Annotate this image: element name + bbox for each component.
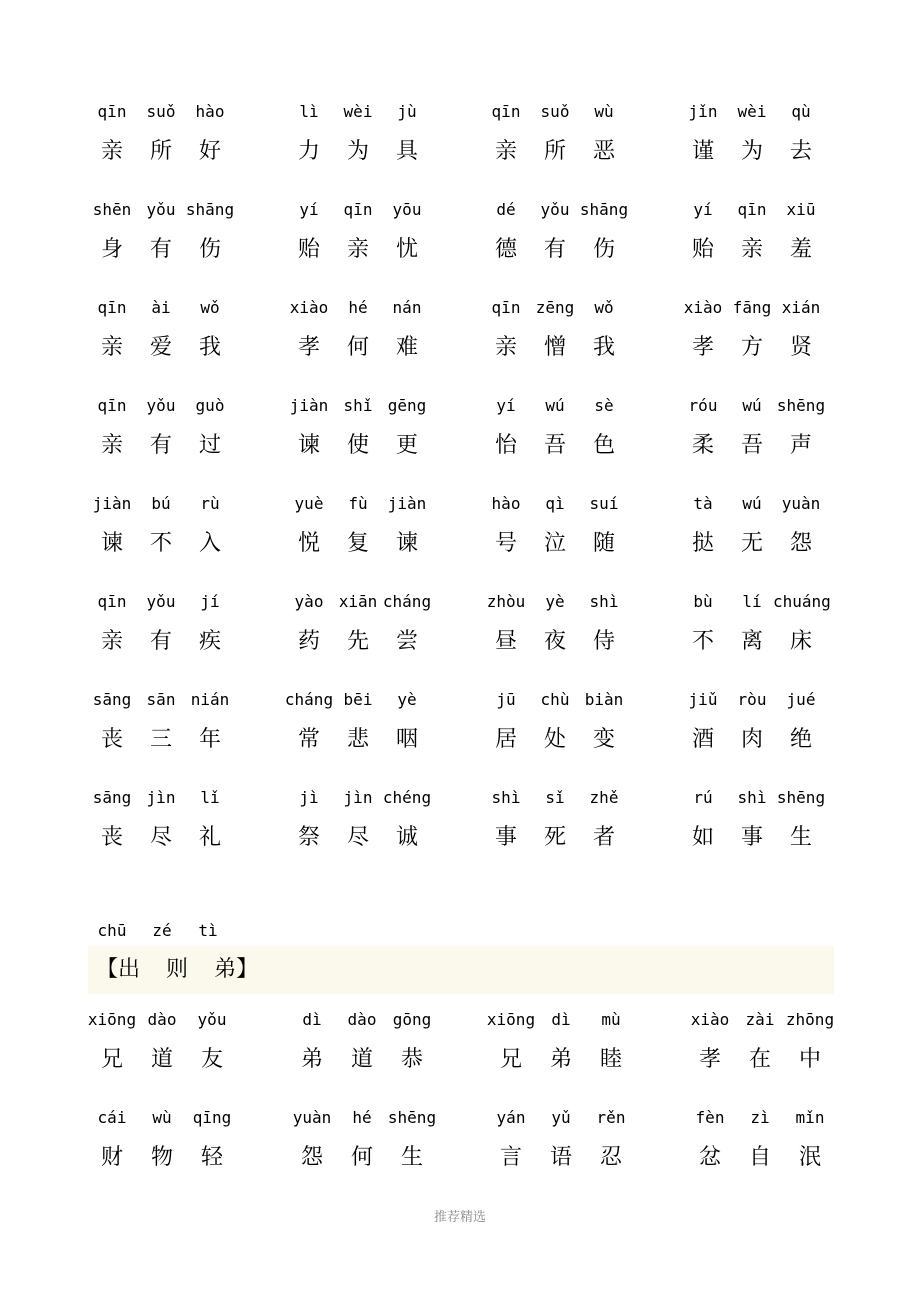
pinyin: suǒ xyxy=(146,102,176,121)
pinyin: hé xyxy=(352,1108,372,1127)
hanzi: 有 xyxy=(149,629,172,654)
hanzi: 使 xyxy=(346,433,369,458)
pinyin: xiào xyxy=(690,1010,730,1029)
pinyin: gēng xyxy=(387,396,427,415)
pinyin: sāng xyxy=(92,690,132,709)
pinyin: yǒu xyxy=(540,200,570,219)
pinyin: qīn xyxy=(491,102,521,121)
pinyin: zhōng xyxy=(785,1010,835,1029)
pinyin: chù xyxy=(540,690,570,709)
pinyin: xiān xyxy=(338,592,378,611)
hanzi: 友 xyxy=(200,1047,223,1072)
pinyin: yǒu xyxy=(146,592,176,611)
pinyin: yuàn xyxy=(292,1108,332,1127)
pinyin: tà xyxy=(693,494,713,513)
pinyin: zài xyxy=(745,1010,775,1029)
pinyin: xiào xyxy=(289,298,329,317)
pinyin: qīn xyxy=(97,298,127,317)
pinyin: jìn xyxy=(146,788,176,807)
pinyin: shì xyxy=(737,788,767,807)
pinyin: shēng xyxy=(387,1108,437,1127)
hanzi: 弟 xyxy=(549,1047,572,1072)
hanzi: 不 xyxy=(691,629,714,654)
hanzi: 语 xyxy=(549,1145,572,1170)
hanzi: 离 xyxy=(740,629,763,654)
hanzi: 变 xyxy=(592,727,615,752)
pinyin: jù xyxy=(397,102,417,121)
hanzi: 尽 xyxy=(346,825,369,850)
hanzi: 泯 xyxy=(798,1145,821,1170)
pinyin: shǐ xyxy=(343,396,373,415)
title-pinyin: zé xyxy=(152,921,172,940)
hanzi: 弟 xyxy=(300,1047,323,1072)
pinyin: suǒ xyxy=(540,102,570,121)
hanzi: 贻 xyxy=(691,237,714,262)
pinyin: yí xyxy=(693,200,713,219)
hanzi: 中 xyxy=(798,1047,821,1072)
pinyin: jué xyxy=(786,690,816,709)
hanzi: 怨 xyxy=(300,1145,323,1170)
pinyin: yè xyxy=(397,690,417,709)
pinyin: bēi xyxy=(343,690,373,709)
hanzi: 孝 xyxy=(698,1047,721,1072)
pinyin: qīn xyxy=(491,298,521,317)
pinyin: yí xyxy=(299,200,319,219)
hanzi: 何 xyxy=(350,1145,373,1170)
hanzi: 我 xyxy=(592,335,615,360)
hanzi: 忍 xyxy=(599,1145,622,1170)
hanzi: 吾 xyxy=(543,433,566,458)
pinyin: chuáng xyxy=(773,592,831,611)
pinyin: wú xyxy=(742,396,762,415)
pinyin: qīn xyxy=(737,200,767,219)
hanzi: 孝 xyxy=(297,335,320,360)
pinyin: wǒ xyxy=(594,298,614,317)
hanzi: 夜 xyxy=(543,629,566,654)
title-pinyin: tì xyxy=(198,921,218,940)
pinyin: hào xyxy=(491,494,521,513)
hanzi: 所 xyxy=(543,139,566,164)
pinyin: yǒu xyxy=(197,1010,227,1029)
hanzi: 为 xyxy=(346,139,369,164)
pinyin: qīn xyxy=(97,396,127,415)
hanzi: 所 xyxy=(149,139,172,164)
pinyin: yōu xyxy=(392,200,422,219)
hanzi: 无 xyxy=(740,531,763,556)
hanzi: 何 xyxy=(346,335,369,360)
hanzi: 物 xyxy=(150,1145,173,1170)
hanzi: 好 xyxy=(198,139,221,164)
pinyin: jiàn xyxy=(92,494,132,513)
pinyin: yǒu xyxy=(146,200,176,219)
hanzi: 悦 xyxy=(297,531,320,556)
hanzi: 药 xyxy=(297,629,320,654)
hanzi: 我 xyxy=(198,335,221,360)
pinyin: rěn xyxy=(596,1108,626,1127)
hanzi: 具 xyxy=(395,139,418,164)
hanzi: 德 xyxy=(494,237,517,262)
hanzi: 祭 xyxy=(297,825,320,850)
hanzi: 伤 xyxy=(198,237,221,262)
hanzi: 常 xyxy=(297,727,320,752)
hanzi: 昼 xyxy=(494,629,517,654)
hanzi: 随 xyxy=(592,531,615,556)
hanzi: 力 xyxy=(297,139,320,164)
pinyin: suí xyxy=(589,494,619,513)
pinyin: cháng xyxy=(382,592,432,611)
hanzi: 年 xyxy=(198,727,221,752)
hanzi: 床 xyxy=(789,629,812,654)
pinyin: lǐ xyxy=(200,788,220,807)
pinyin: cháng xyxy=(284,690,334,709)
pinyin: xiōng xyxy=(87,1010,137,1029)
hanzi: 绝 xyxy=(789,727,812,752)
pinyin: lì xyxy=(299,102,319,121)
hanzi: 羞 xyxy=(789,237,812,262)
hanzi: 事 xyxy=(494,825,517,850)
title-char: 出 xyxy=(118,957,141,982)
hanzi: 号 xyxy=(494,531,517,556)
hanzi: 贻 xyxy=(297,237,320,262)
hanzi: 有 xyxy=(149,237,172,262)
pinyin: xiū xyxy=(786,200,816,219)
hanzi: 伤 xyxy=(592,237,615,262)
hanzi: 肉 xyxy=(740,727,763,752)
pinyin: shēng xyxy=(776,788,826,807)
hanzi: 入 xyxy=(198,531,221,556)
pinyin: jì xyxy=(299,788,319,807)
pinyin: gōng xyxy=(392,1010,432,1029)
hanzi: 谨 xyxy=(691,139,714,164)
hanzi: 事 xyxy=(740,825,763,850)
hanzi: 泣 xyxy=(543,531,566,556)
pinyin: fāng xyxy=(732,298,772,317)
pinyin: qīn xyxy=(97,102,127,121)
hanzi: 先 xyxy=(346,629,369,654)
pinyin: qù xyxy=(791,102,811,121)
hanzi: 亲 xyxy=(100,433,123,458)
pinyin: rù xyxy=(200,494,220,513)
hanzi: 亲 xyxy=(740,237,763,262)
hanzi: 有 xyxy=(149,433,172,458)
hanzi: 礼 xyxy=(198,825,221,850)
hanzi: 处 xyxy=(543,727,566,752)
pinyin: qì xyxy=(545,494,565,513)
pinyin: dào xyxy=(147,1010,177,1029)
pinyin: sān xyxy=(146,690,176,709)
pinyin: zì xyxy=(750,1108,770,1127)
hanzi: 疾 xyxy=(198,629,221,654)
hanzi: 复 xyxy=(346,531,369,556)
pinyin: nán xyxy=(392,298,422,317)
pinyin: xiào xyxy=(683,298,723,317)
pinyin: yí xyxy=(496,396,516,415)
hanzi: 咽 xyxy=(395,727,418,752)
pinyin: wèi xyxy=(343,102,373,121)
hanzi: 诚 xyxy=(395,825,418,850)
pinyin: cái xyxy=(97,1108,127,1127)
pinyin: qīn xyxy=(343,200,373,219)
hanzi: 声 xyxy=(789,433,812,458)
pinyin: shāng xyxy=(579,200,629,219)
pinyin: mù xyxy=(601,1010,621,1029)
pinyin: sǐ xyxy=(545,788,565,807)
hanzi: 怡 xyxy=(494,433,517,458)
pinyin: dì xyxy=(551,1010,571,1029)
pinyin: fèn xyxy=(695,1108,725,1127)
hanzi: 亲 xyxy=(100,139,123,164)
pinyin: biàn xyxy=(584,690,624,709)
hanzi: 自 xyxy=(748,1145,771,1170)
title-char: 弟 xyxy=(214,957,237,982)
pinyin: zhě xyxy=(589,788,619,807)
pinyin: wù xyxy=(152,1108,172,1127)
pinyin: shì xyxy=(589,592,619,611)
footer-text: 推荐精选 xyxy=(433,1210,486,1225)
pinyin: yán xyxy=(496,1108,526,1127)
pinyin: shēn xyxy=(92,200,132,219)
pinyin: wú xyxy=(742,494,762,513)
pinyin: bú xyxy=(151,494,171,513)
pinyin: yè xyxy=(545,592,565,611)
pinyin: jiǔ xyxy=(688,690,718,709)
title-char: 则 xyxy=(166,957,189,982)
pinyin: yào xyxy=(294,592,324,611)
hanzi: 财 xyxy=(100,1145,123,1170)
title-pinyin: chū xyxy=(97,921,127,940)
hanzi: 有 xyxy=(543,237,566,262)
pinyin: dì xyxy=(302,1010,322,1029)
pinyin: rú xyxy=(693,788,713,807)
hanzi: 难 xyxy=(395,335,418,360)
pinyin: yuàn xyxy=(781,494,821,513)
pinyin: hào xyxy=(195,102,225,121)
hanzi: 丧 xyxy=(100,825,123,850)
pinyin: jū xyxy=(496,690,516,709)
hanzi: 为 xyxy=(740,139,763,164)
hanzi: 更 xyxy=(395,433,418,458)
hanzi: 言 xyxy=(499,1145,522,1170)
pinyin: jiàn xyxy=(289,396,329,415)
pinyin: yǔ xyxy=(551,1108,571,1127)
hanzi: 悲 xyxy=(346,727,369,752)
pinyin: wèi xyxy=(737,102,767,121)
pinyin: ài xyxy=(151,298,171,317)
pinyin: zhòu xyxy=(486,592,526,611)
pinyin: fù xyxy=(348,494,368,513)
hanzi: 方 xyxy=(740,335,763,360)
hanzi: 去 xyxy=(789,139,812,164)
section-title xyxy=(96,956,258,984)
pinyin: xiōng xyxy=(486,1010,536,1029)
pinyin: hé xyxy=(348,298,368,317)
hanzi: 恶 xyxy=(592,139,615,164)
pinyin: sè xyxy=(594,396,614,415)
hanzi: 道 xyxy=(150,1047,173,1072)
pinyin: zēng xyxy=(535,298,575,317)
pinyin: wǒ xyxy=(200,298,220,317)
pinyin: yuè xyxy=(294,494,324,513)
hanzi: 色 xyxy=(592,433,615,458)
pinyin: jí xyxy=(200,592,220,611)
pinyin: shì xyxy=(491,788,521,807)
hanzi: 爱 xyxy=(149,335,172,360)
hanzi: 如 xyxy=(691,825,714,850)
hanzi: 孝 xyxy=(691,335,714,360)
hanzi: 道 xyxy=(350,1047,373,1072)
hanzi: 亲 xyxy=(100,629,123,654)
pinyin: nián xyxy=(190,690,230,709)
hanzi: 亲 xyxy=(100,335,123,360)
hanzi: 生 xyxy=(400,1145,423,1170)
hanzi: 吾 xyxy=(740,433,763,458)
hanzi: 谏 xyxy=(297,433,320,458)
hanzi: 憎 xyxy=(543,335,566,360)
hanzi: 轻 xyxy=(200,1145,223,1170)
hanzi: 者 xyxy=(592,825,615,850)
hanzi: 忿 xyxy=(698,1145,721,1170)
hanzi: 死 xyxy=(543,825,566,850)
hanzi: 谏 xyxy=(395,531,418,556)
pinyin: yǒu xyxy=(146,396,176,415)
pinyin: dé xyxy=(496,200,516,219)
hanzi: 尽 xyxy=(149,825,172,850)
hanzi: 生 xyxy=(789,825,812,850)
pinyin: jǐn xyxy=(688,102,718,121)
hanzi: 兄 xyxy=(100,1047,123,1072)
hanzi: 三 xyxy=(149,727,172,752)
hanzi: 丧 xyxy=(100,727,123,752)
title-open-bracket: 【 xyxy=(96,957,119,982)
pinyin: wù xyxy=(594,102,614,121)
hanzi: 酒 xyxy=(691,727,714,752)
pinyin: lí xyxy=(742,592,762,611)
hanzi: 亲 xyxy=(494,335,517,360)
pinyin: mǐn xyxy=(795,1108,825,1127)
hanzi: 怨 xyxy=(789,531,812,556)
pinyin: bù xyxy=(693,592,713,611)
pinyin: jìn xyxy=(343,788,373,807)
hanzi: 恭 xyxy=(400,1047,423,1072)
hanzi: 亲 xyxy=(346,237,369,262)
hanzi: 挞 xyxy=(691,531,714,556)
pinyin: xián xyxy=(781,298,821,317)
title-close-bracket: 】 xyxy=(236,957,259,982)
pinyin: sāng xyxy=(92,788,132,807)
hanzi: 在 xyxy=(748,1047,771,1072)
pinyin: chéng xyxy=(382,788,432,807)
hanzi: 兄 xyxy=(499,1047,522,1072)
hanzi: 亲 xyxy=(494,139,517,164)
hanzi: 不 xyxy=(149,531,172,556)
pinyin: guò xyxy=(195,396,225,415)
hanzi: 谏 xyxy=(100,531,123,556)
pinyin: shāng xyxy=(185,200,235,219)
pinyin: wú xyxy=(545,396,565,415)
hanzi: 侍 xyxy=(592,629,615,654)
pinyin: jiàn xyxy=(387,494,427,513)
pinyin: shēng xyxy=(776,396,826,415)
pinyin: dào xyxy=(347,1010,377,1029)
hanzi: 居 xyxy=(494,727,517,752)
pinyin: qīn xyxy=(97,592,127,611)
hanzi: 睦 xyxy=(599,1047,622,1072)
hanzi: 柔 xyxy=(691,433,714,458)
pinyin: qīng xyxy=(192,1108,232,1127)
pinyin: ròu xyxy=(737,690,767,709)
hanzi: 忧 xyxy=(395,237,418,262)
hanzi: 身 xyxy=(100,237,123,262)
hanzi: 尝 xyxy=(395,629,418,654)
pinyin: róu xyxy=(688,396,718,415)
hanzi: 贤 xyxy=(789,335,812,360)
hanzi: 过 xyxy=(198,433,221,458)
